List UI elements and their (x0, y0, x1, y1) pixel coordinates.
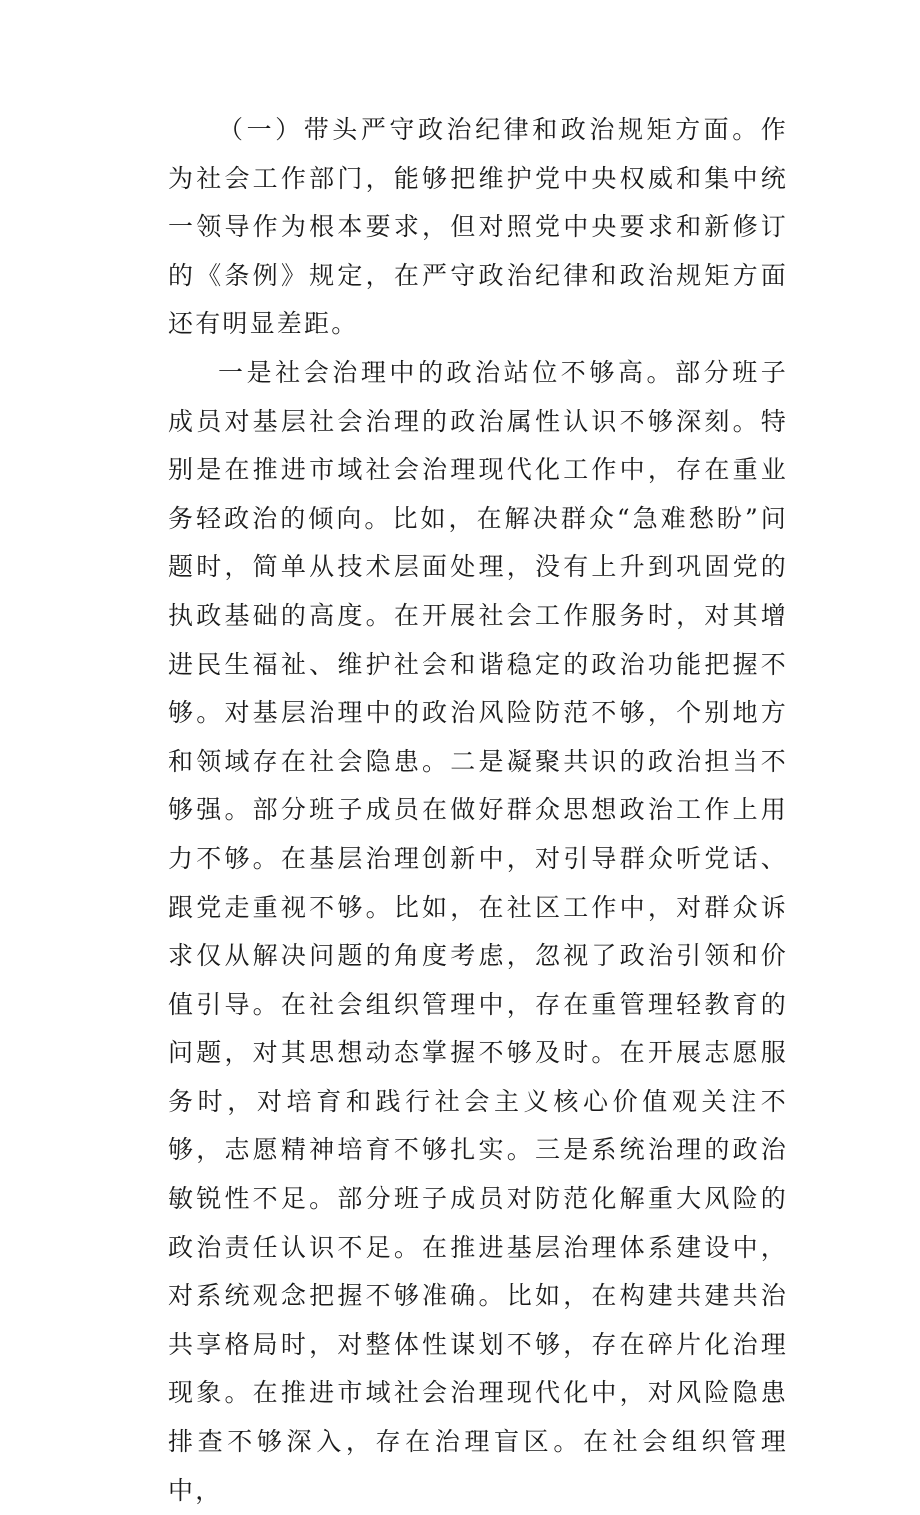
document-body (168, 106, 788, 1515)
paragraph-section-heading: （一）带头严守政治纪律和政治规矩方面。作为社会工作部门，能够把维护党中央权威和集中统一领导作为根本要求，但对照党中央要求和新修订的《条例》规定，在严守政治纪律和政治规矩方面还有明显差距。 (168, 115, 788, 339)
paragraph-body: 一是社会治理中的政治站位不够高。部分班子成员对基层社会治理的政治属性认识不够深刻。特别是在推进市域社会治理现代化工作中，存在重业务轻政治的倾向。比如，在解决群众“急难愁盼”问题时，简单从技术层面处理，没有上升到巩固党的执政基础的高度。在开展社会工作服务时，对其增进民生福祉、维护社会和谐稳定的政治功能把握不够。对基层治理中的政治风险防范不够，个别地方和领域存在社会隐患。二是凝聚共识的政治担当不够强。部分班子成员在做好群众思想政治工作上用力不够。在基层治理创新中，对引导群众听党话、跟党走重视不够。比如，在社区工作中，对群众诉求仅从解决问题的角度考虑，忽视了政治引领和价值引导。在社会组织管理中，存在重管理轻教育的问题，对其思想动态掌握不够及时。在开展志愿服务时，对培育和践行社会主义核心价值观关注不够，志愿精神培育不够扎实。三是系统治理的政治敏锐性不足。部分班子成员对防范化解重大风险的政治责任认识不足。在推进基层治理体系建设中，对系统观念把握不够准确。比如，在构建共建共治共享格局时，对整体性谋划不够，存在碎片化治理现象。在推进市域社会治理现代化中，对风险隐患排查不够深入，存在治理盲区。在社会组织管理中， (168, 357, 788, 1505)
